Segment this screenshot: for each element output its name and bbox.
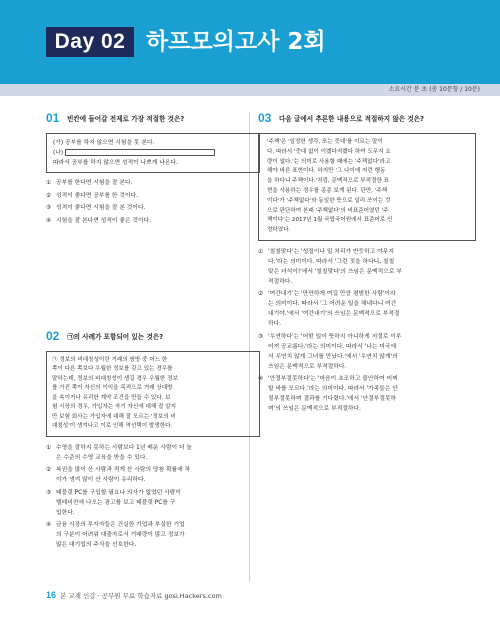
- option-text: 이가 생겨 많이 산 사람이 유리하다.: [56, 477, 146, 483]
- question-number: 01: [46, 111, 60, 125]
- page-number: 16: [46, 590, 57, 600]
- option-1[interactable]: [258, 247, 476, 287]
- question-header: [258, 112, 476, 126]
- passage-line: 험 시장의 경우, 가입자는 자기 자신에 대해 잘 알지: [52, 404, 177, 410]
- option-text: 쓰임은 문맥적으로 부적절하다.: [268, 363, 347, 370]
- option-4[interactable]: [258, 374, 476, 414]
- passage-line: 를 가진 쪽이 자신의 이익을 목적으로 거래 상대방: [52, 385, 173, 391]
- option-text: 어져 공교롭다.'라는 의미이다. 따라서 '나는 미국에: [268, 343, 397, 350]
- option-text: 하다.: [268, 321, 282, 328]
- option-number: ②: [46, 192, 52, 199]
- option-number: ②: [258, 291, 264, 298]
- option-3[interactable]: [46, 203, 260, 213]
- option-number: ①: [46, 180, 52, 186]
- option-text: 복권을 많이 산 사람과 적게 산 사람의 당첨 확률에 차: [56, 467, 191, 473]
- passage-line: 을 하다니 주책이다.'처럼, 문맥적으로 부적절한 표: [267, 178, 390, 185]
- option-number: ②: [46, 467, 52, 473]
- option-number: ③: [46, 489, 52, 496]
- option-text: '칠칠맞다'는 '성질이나 일 처리가 반듯하고 야무지: [268, 248, 394, 255]
- option-text: 공부를 한다면 시험을 잘 본다.: [56, 180, 133, 186]
- question-02: [46, 330, 260, 551]
- footer-text: 본 교재 인강 · 공무원 무료 학습자료 gosi.Hackers.com: [60, 592, 222, 600]
- passage-line: '주책'은 '일정한 생각, 또는 줏대'를 이르는 말이: [267, 139, 383, 145]
- option-text: 금융 시장의 투자자들은 건실한 기업과 부실한 기업: [56, 522, 185, 528]
- option-text: 태블릿 PC를 구입할 필요나 의사가 없었던 사람이: [56, 489, 181, 496]
- left-column: [46, 112, 260, 553]
- passage-line: 대칭성'이 생겨나고 이로 인해 역선택이 발생한다.: [52, 423, 173, 429]
- option-text: 다.'라는 의미이다. 따라서 '그런 짓을 하다니, 칠칠: [268, 258, 395, 265]
- question-number: 03: [258, 111, 272, 125]
- option-text: 할 바를 모르다.'라는 의미이다. 따라서 '가족들은 안: [268, 386, 398, 393]
- page-footer: [46, 590, 222, 600]
- question-01: [46, 112, 260, 226]
- passage-line: 현을 사용하는 경우를 종종 보게 된다. 단만, '주책: [267, 187, 388, 194]
- option-text: 텔레비전에 나오는 광고를 보고 태블릿 PC를 구: [56, 499, 176, 506]
- passage-line: 쪽이 다른 쪽보다 우월한 정보를 갖고 있는 경우를: [52, 366, 173, 372]
- option-text: '우연하다'는 '어떤 일이 뜻하지 아니하게 저절로 이루: [268, 333, 402, 340]
- option-text: 많은 대기업의 주식을 선호한다.: [56, 542, 137, 548]
- option-4[interactable]: [46, 216, 260, 226]
- day-badge: Day 02: [46, 27, 134, 57]
- question-03: [258, 112, 476, 414]
- passage-line: 만 보험 회사는 가입자에 대해 잘 모르는 '정보의 비: [52, 413, 176, 420]
- option-number: ④: [46, 217, 52, 224]
- option-2[interactable]: [46, 465, 260, 485]
- option-text: 의 구분이 어려워 대출자로서 거래량이 많고 정보가: [56, 532, 185, 538]
- right-column: [258, 112, 476, 417]
- passage-line: 이다'가 '주책없다'와 동일한 뜻으로 널리 쓰이는 것: [267, 197, 391, 204]
- header-band: [0, 0, 500, 84]
- passage-box: [258, 133, 476, 241]
- passage-line-blank: [53, 148, 253, 158]
- option-2[interactable]: [46, 191, 260, 201]
- option-text: 맞은 녀석이!'에서 '칠칠맞다'의 쓰임은 문맥적으로 부: [268, 268, 402, 275]
- option-4[interactable]: [46, 520, 260, 550]
- option-number: ③: [46, 205, 52, 211]
- passage-line: 해야 바른 표현이다. 하지만 '그 나이에 저런 행동: [267, 168, 386, 175]
- option-2[interactable]: [258, 289, 476, 329]
- passage-line: 따라서 공부를 하지 않으면 성적이 나쁘게 나온다.: [53, 160, 178, 166]
- option-number: ④: [46, 522, 52, 528]
- option-text: 시험을 잘 본다면 성적이 좋은 것이다.: [56, 217, 152, 224]
- question-header: [46, 330, 260, 344]
- passage-line: 을 속이거나 유리한 계약 조건을 만들 수 있다. 보: [52, 394, 171, 401]
- passage-line: 책이다'는 2017년 1월 국립국어원에서 표준어로 인: [267, 217, 393, 224]
- question-text: 빈칸에 들어갈 전제로 가장 적절한 것은?: [67, 115, 185, 123]
- option-text: 성적이 좋다면 공부를 한 것이다.: [56, 192, 139, 199]
- question-number: 02: [46, 328, 60, 343]
- option-text: '안절부절못하다'는 '마음이 초조하고 불안하여 어찌: [268, 376, 398, 383]
- time-bar: [0, 84, 500, 96]
- question-text: 다음 글에서 추론한 내용으로 적절하지 않은 것은?: [279, 115, 424, 123]
- passage-line: 량이 없다.'는 의미로 사용할 때에는 '주책없다'라고: [267, 158, 391, 165]
- option-text: 며'의 쓰임은 문맥적으로 부적절하다.: [268, 406, 361, 413]
- question-text: ㉠의 사례가 포함되어 있는 것은?: [67, 332, 164, 341]
- option-text: '여간내기'는 '만만하게 여길 만큼 평범한 사람'이라: [268, 291, 396, 298]
- option-3[interactable]: [46, 488, 260, 518]
- option-text: 서 우연치 않게 그녀를 만났다.'에서 '우연치 않게'의: [268, 353, 398, 360]
- option-3[interactable]: [258, 332, 476, 372]
- option-1[interactable]: [46, 443, 260, 463]
- option-number: ①: [46, 444, 52, 451]
- option-text: 성적이 좋다면 시험을 잘 본 것이다.: [56, 205, 146, 211]
- passage-line: (가) 공부를 하지 않으면 시험을 못 본다.: [53, 140, 155, 146]
- option-number: ③: [258, 333, 264, 340]
- option-number: ④: [258, 376, 264, 383]
- passage-line: 말하는데, 정보의 비대칭성이 생길 경우 우월한 정보: [52, 375, 178, 382]
- passage-box: [46, 133, 260, 173]
- time-info: 소요시간 분 초 (총 10문항 / 10분): [388, 86, 480, 93]
- option-1[interactable]: [46, 178, 260, 188]
- option-text: 은 수준의 수영 교육을 받을 수 있다.: [56, 454, 148, 461]
- option-text: 내기야.'에서 '여간내기'의 쓰임은 문맥적으로 부적절: [268, 311, 400, 318]
- option-text: 는 의미이다. 따라서 '그 어려운 일을 해내다니 여간: [268, 301, 397, 308]
- passage-line: ㉠ 정보의 비대칭성이란 거래의 쌍방 중 어느 한: [52, 356, 168, 363]
- passage-line: 으로 판단하여 본래 '주책없다'의 비표준어였던 '주: [267, 207, 389, 214]
- passage-line: 정하였다.: [267, 227, 291, 234]
- passage-label: (나): [53, 150, 64, 156]
- passage-line: 다. 따라서 '줏대 없이 이랬다저랬다 하여 도무지 요: [267, 148, 391, 155]
- option-text: 절부절못하며 결과를 기다렸다.'에서 '안절부절못하: [268, 396, 397, 403]
- passage-box: [46, 351, 260, 437]
- blank-box: [65, 149, 215, 156]
- option-number: ①: [258, 248, 264, 255]
- page-title: 하프모의고사 2회: [146, 29, 326, 55]
- option-text: 입한다.: [56, 509, 75, 516]
- option-text: 적절하다.: [268, 278, 293, 285]
- question-header: [46, 112, 260, 126]
- option-text: 수영을 잘하지 못하는 사람보다 1년 배운 사람이 더 높: [56, 444, 193, 451]
